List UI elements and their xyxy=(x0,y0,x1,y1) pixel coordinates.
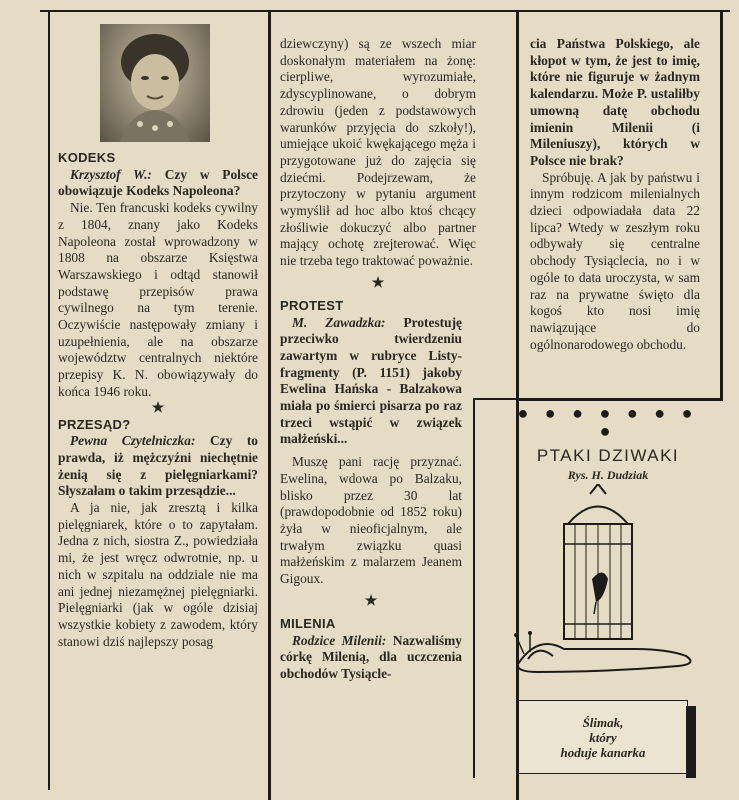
question-milenia-cont: cia Państwa Polskiego, ale kłopot w tym, że jest to imię, które nie figuruje w żadnym kalendarzu. Może P. ustaliłby umowną datę obchodu imienin Milenii (i Mileniuszy), których w Polsce nie brak? xyxy=(530,36,700,168)
caption-box-shadow xyxy=(686,706,696,778)
question-text: Czy to prawda, iż mężczyźni niechętnie żenią się z pielęgniarkami? Słyszałam o takim przesądzie... xyxy=(58,433,258,499)
answer-milenia: Spróbuję. A jak by państwu i innym rodzicom milenialnych dzieci odpowiadała data 22 lipca? Wtedy w zeszłym roku odbywały się centralne obchody Tysiąclecia, no i w ogóle to data uroczysta, w sam raz na prywatne święto dla kogoś kto nosi imię nawiązujące do ogólnonarodowego obchodu. xyxy=(530,169,700,352)
question-text: Czy w Polsce obowiązuje Kodeks Napoleona? xyxy=(58,166,258,199)
top-rule xyxy=(40,10,730,12)
asker-name: Krzysztof W.: xyxy=(70,166,152,182)
question-protest xyxy=(280,315,462,449)
section-head-kodeks: KODEKS xyxy=(58,150,116,165)
question-text: Protestuję przeciwko twierdzeniu zawartym w rubryce Listy-fragmenty (P. 1151) jakoby Ewelina Hańska - Balzakowa miała po śmierci pisarza po raz trzeci wstąpić w związek małżeński... xyxy=(280,314,462,447)
answer-protest: Muszę pani rację przyznać. Ewelina, wdowa po Balzaku, blisko przez 30 lat (prawdopodobnie od 1852 roku) żyła w nieoficjalnym, ale trwałym związku quasi małżeńskim z malarzem Jeanem Gigoux. xyxy=(280,454,462,587)
section-star: ★ xyxy=(364,593,378,609)
section-head-protest: PROTEST xyxy=(280,297,344,313)
section-star: ★ xyxy=(151,400,165,416)
question-milenia xyxy=(280,633,462,683)
caption-line: który xyxy=(589,729,617,745)
section-star: ★ xyxy=(371,275,385,291)
ptaki-title: PTAKI DZIWAKI xyxy=(536,446,680,465)
asker-name: Pewna Czytelniczka: xyxy=(70,433,196,449)
question-text: Nazwaliśmy córkę Milenią, dla uczczenia obchodów Tysiącle- xyxy=(280,632,462,681)
ptaki-credit: Rys. H. Dudziak xyxy=(567,468,649,482)
snail-birdcage-drawing xyxy=(508,484,708,704)
question-kodeks xyxy=(58,167,258,200)
left-column-rule xyxy=(48,10,50,790)
decorative-dots: ● ● ● ● ● ● ● ● xyxy=(517,403,699,441)
caption-line: hoduje kanarka xyxy=(560,744,646,760)
column-3 xyxy=(530,36,700,353)
cartoon-caption xyxy=(518,700,688,774)
question-przesad xyxy=(58,433,258,500)
answer-przesad-cont: dziewczyny) są ze wszech miar doskonałym materiałem na żonę: cierpliwe, wyrozumiałe, zdyscyplinowane, o dobrym zdrowiu (jeden z podstawowych warunków przyjęcia do szkoły!), umiejące ukoić kwękającego męża i przygotowane już do zajęcia się dziećmi. Podejrzewam, że przytoczony w pytaniu argument wymyślił ad hoc albo ktoś chcący złośliwie dokuczyć albo partner mający ochotę zrejterować. Więc nie trzeba tego traktować poważnie. xyxy=(280,36,476,269)
answer-kodeks: Nie. Ten francuski kodeks cywilny z 1804, znany jako Kodeks Napoleona został wprowadzony w 1808 na obszarze Księstwa Warszawskiego i odtąd stanowił podstawę przepisów prawa cywilnego na tym terenie. Oczywiście następowały zmiany i uzupełnienia, ale na obszarze województw centralnych niektóre przepisy K. N. obowiązywały do końca 1946 roku. xyxy=(58,200,258,399)
right-column-rule xyxy=(720,10,723,400)
section-head-milenia: MILENIA xyxy=(280,615,336,631)
column-1 xyxy=(58,150,258,650)
protest-box-top-rule xyxy=(473,398,518,400)
col3-bottom-rule xyxy=(518,398,723,401)
author-photo xyxy=(100,24,210,142)
column-divider-1 xyxy=(268,10,271,800)
portrait-illustration xyxy=(100,24,210,142)
caption-line: Ślimak, xyxy=(582,714,624,730)
section-head-przesad: PRZESĄD? xyxy=(58,416,131,432)
asker-name: Rodzice Milenii: xyxy=(292,632,387,648)
asker-name: M. Zawadzka: xyxy=(292,314,386,330)
column-2 xyxy=(280,36,476,683)
answer-przesad: A ja nie, jak zresztą i kilka pielęgniarek, które o to zapytałam. Jedna z nich, siostra Z., powiedziała mi, że jest wręcz odwrotnie, np. u nich w szpitalu na oddziale nie ma ani jednej niezamężnej pielęgniarki. Pielęgniarki (jak w ogóle dzisiaj wszystkie kobiety z zawodem, który stanowi dziś najlepszy posag xyxy=(58,500,258,649)
